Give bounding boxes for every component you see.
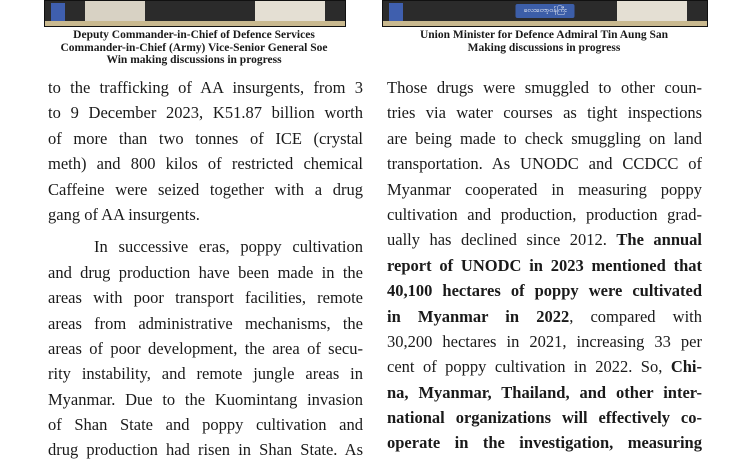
caption-line: Making discussions in progress: [467, 41, 621, 54]
figure-shape: [255, 1, 325, 23]
text-line: tries via water courses as tight inspections: [387, 103, 702, 123]
text-run: ually has declined since 2012.: [387, 230, 607, 250]
text-line-mixed: [387, 227, 702, 252]
photo-union-minister: [382, 0, 708, 27]
text-line: drug production had risen in Shan State. As: [48, 440, 363, 460]
caption-line: Commander-in-Chief (Army) Vice-Senior General Soe: [60, 41, 328, 54]
text-line: 30,200 hectares in 2021, increasing 33 per: [387, 331, 702, 351]
table-shape: [383, 21, 707, 26]
text-line-mixed: [387, 354, 702, 379]
text-line: rity instability, and remote jungle areas in: [48, 364, 363, 384]
text-line: of more than two tonnes of ICE (crystal: [48, 128, 363, 148]
name-plate: လေးတော့ဝန်ကြီး: [516, 4, 575, 18]
photo-deputy-commander: [44, 0, 346, 27]
bold-line: report of UNODC in 2023 mentioned that: [387, 255, 702, 275]
text-line: to 9 December 2023, K51.87 billion worth: [48, 103, 363, 123]
caption-line: Win making discussions in progress: [106, 54, 282, 66]
photo-caption-right: [382, 29, 706, 54]
table-shape: [45, 21, 345, 26]
text-line: to the trafficking of AA insurgents, from 3: [48, 78, 363, 97]
text-line-mixed: [387, 304, 702, 329]
text-line: Those drugs were smuggled to other coun-: [387, 78, 702, 97]
photo-caption-left: [44, 29, 344, 67]
text-line: of Shan State and poppy cultivation and: [48, 415, 363, 435]
bold-run: The annual: [616, 230, 703, 250]
text-line: areas with poor transport facilities, remote: [48, 288, 363, 308]
text-line: transportation. As UNODC and CCDCC of: [387, 154, 702, 174]
text-run: cent of poppy cultivation in 2022. So,: [387, 357, 663, 377]
text-line: are being made to check smuggling on land: [387, 128, 702, 148]
bold-line: operate in the investigation, measuring: [387, 433, 702, 453]
figure-shape: [617, 1, 687, 23]
text-line: and drug production have been made in the: [48, 262, 363, 282]
text-run: , compared with: [569, 306, 703, 326]
text-line: cultivation and production, production grad-: [387, 204, 702, 224]
bold-run: in Myanmar in 2022: [387, 306, 570, 326]
caption-line: Union Minister for Defence Admiral Tin Aung San: [419, 29, 669, 41]
article-column-right: [387, 75, 702, 456]
text-line: areas from administrative mechanisms, the: [48, 313, 363, 333]
article-column-left: [48, 75, 363, 463]
bold-line: na, Myanmar, Thailand, and other inter-: [387, 382, 702, 402]
text-line: areas of poor development, the area of secu-: [48, 338, 363, 358]
flag-shape: [389, 3, 403, 21]
figure-shape: [85, 1, 145, 21]
bold-line: 40,100 hectares of poppy were cultivated: [387, 281, 702, 301]
text-line: gang of AA insurgents.: [48, 204, 200, 224]
flag-shape: [51, 3, 65, 21]
text-line: Myanmar cooperated in measuring poppy: [387, 179, 702, 199]
text-line: Caffeine were seized together with a drug: [48, 179, 363, 199]
text-line: Myanmar. Due to the Kuomintang invasion: [48, 389, 363, 409]
bold-line: national organizations will effectively co-: [387, 408, 702, 428]
text-line: meth) and 800 kilos of restricted chemical: [48, 154, 363, 174]
bold-run: Chi-: [670, 357, 702, 377]
caption-line: Deputy Commander-in-Chief of Defence Services: [73, 29, 315, 41]
text-line: In successive eras, poppy cultivation: [94, 237, 363, 257]
